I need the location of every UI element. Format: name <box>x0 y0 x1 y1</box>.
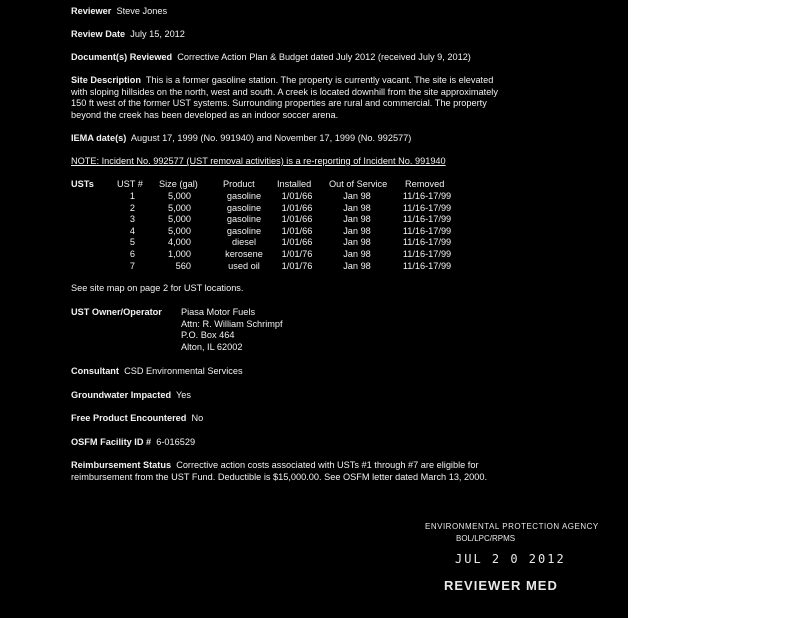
ust-number-cell: 1 <box>129 191 135 201</box>
ust-number-cell: 5 <box>129 237 135 248</box>
free-product-value: No <box>191 413 204 423</box>
reviewer-line <box>71 6 167 18</box>
documents-line <box>71 52 471 64</box>
owner-line: Alton, IL 62002 <box>181 341 243 352</box>
ust-product-cell: gasoline <box>226 225 262 236</box>
reviewer-label: Reviewer <box>71 6 112 16</box>
site-description-line: with sloping hillsides on the north, west and south. A creek is located downhill from the site approximately <box>71 86 498 97</box>
ust-out-of-service-cell: Jan 98 <box>343 237 371 248</box>
ust-size-cell: 5,000 <box>168 214 191 225</box>
ust-removed-cell: 11/16-17/99 <box>402 202 452 213</box>
column-header-out-of-service: Out of Service <box>329 179 388 189</box>
ust-size-cell: 4,000 <box>168 237 191 248</box>
consultant-line <box>71 366 243 378</box>
documents-value: Corrective Action Plan & Budget dated July 2012 (received July 9, 2012) <box>177 52 471 62</box>
reimbursement-line: reimbursement from the UST Fund. Deductible is $15,000.00. See OSFM letter dated March 13, 2000. <box>71 471 488 482</box>
osfm-value: 6-016529 <box>156 437 196 447</box>
ust-number-cell: 4 <box>129 225 135 236</box>
reimbursement-status <box>71 460 561 483</box>
ust-removed-cell: 11/16-17/99 <box>402 225 452 236</box>
site-description-line: beyond the creek has been developed as an indoor soccer arena. <box>71 109 339 120</box>
ust-product-cell: kerosene <box>225 249 263 259</box>
received-stamp-agency: ENVIRONMENTAL PROTECTION AGENCY <box>425 522 599 531</box>
ust-removed-cell: 11/16-17/99 <box>402 260 452 271</box>
ust-removed-cell: 11/16-17/99 <box>402 191 452 201</box>
ust-size-cell: 5,000 <box>168 225 191 236</box>
ust-out-of-service-cell: Jan 98 <box>343 202 371 213</box>
owner-label: UST Owner/Operator <box>71 307 162 317</box>
reviewer-value: Steve Jones <box>116 6 168 16</box>
owner-address <box>181 307 283 353</box>
ust-removed-cell: 11/16-17/99 <box>402 214 452 225</box>
ust-out-of-service-cell: Jan 98 <box>343 214 371 225</box>
received-stamp-date: JUL 2 0 2012 <box>455 552 566 566</box>
ust-removed-cell: 11/16-17/99 <box>402 237 452 248</box>
documents-label: Document(s) Reviewed <box>71 52 173 62</box>
ust-out-of-service-cell: Jan 98 <box>343 225 371 236</box>
ust-product-cell: gasoline <box>226 202 262 213</box>
received-stamp-bureau: BOL/LPC/RPMS <box>456 534 516 543</box>
ust-installed-cell: 1/01/66 <box>281 202 313 213</box>
site-description <box>71 75 561 121</box>
ust-installed-cell: 1/01/66 <box>281 214 313 225</box>
ust-number-cell: 7 <box>129 260 135 271</box>
ust-installed-cell: 1/01/66 <box>281 237 313 248</box>
ust-out-of-service-cell: Jan 98 <box>343 260 371 271</box>
incident-note: NOTE: Incident No. 992577 (UST removal activities) is a re-reporting of Incident No. 991940 <box>71 156 446 166</box>
ust-installed-cell: 1/01/76 <box>281 249 313 259</box>
ust-product-cell: gasoline <box>226 191 262 201</box>
osfm-label: OSFM Facility ID # <box>71 437 152 447</box>
review-date-line <box>71 29 185 41</box>
review-date-value: July 15, 2012 <box>130 29 185 39</box>
column-header-size: Size (gal) <box>159 179 198 189</box>
column-header-installed: Installed <box>277 179 312 189</box>
free-product-label: Free Product Encountered <box>71 413 187 423</box>
ust-product-cell: diesel <box>231 237 256 248</box>
site-description-label: Site Description <box>71 75 141 85</box>
ust-out-of-service-cell: Jan 98 <box>343 191 371 201</box>
iema-value: August 17, 1999 (No. 991940) and November 17, 1999 (No. 992577) <box>130 133 412 143</box>
owner-line: P.O. Box 464 <box>181 330 235 340</box>
column-header-removed: Removed <box>405 179 445 189</box>
osfm-line <box>71 437 195 449</box>
column-header-product: Product <box>223 179 255 189</box>
groundwater-label: Groundwater Impacted <box>71 390 172 400</box>
consultant-label: Consultant <box>71 366 119 376</box>
ust-size-cell: 1,000 <box>168 249 191 259</box>
ust-product-cell: used oil <box>228 260 260 271</box>
ust-installed-cell: 1/01/66 <box>281 191 313 201</box>
site-description-line: 150 ft west of the former UST systems. Surrounding properties are rural and commercial. The property <box>71 98 487 108</box>
reimbursement-line: Corrective action costs associated with USTs #1 through #7 are eligible for <box>176 460 479 470</box>
ust-number-cell: 3 <box>129 214 135 225</box>
ust-number-cell: 2 <box>129 202 135 213</box>
groundwater-line <box>71 390 191 402</box>
ust-removed-cell: 11/16-17/99 <box>402 249 452 259</box>
reviewer-stamp: REVIEWER MED <box>444 578 558 593</box>
owner-line: Piasa Motor Fuels <box>181 307 256 317</box>
site-description-line: This is a former gasoline station. The property is currently vacant. The site is elevated <box>145 75 494 85</box>
ust-installed-cell: 1/01/66 <box>281 225 313 236</box>
iema-line <box>71 133 411 145</box>
ust-table-label: USTs <box>71 179 94 189</box>
groundwater-value: Yes <box>176 390 192 400</box>
ust-number-cell: 6 <box>129 249 135 259</box>
ust-product-cell: gasoline <box>226 214 262 225</box>
ust-size-cell: 560 <box>175 260 191 271</box>
ust-out-of-service-cell: Jan 98 <box>343 249 371 259</box>
review-date-label: Review Date <box>71 29 126 39</box>
site-map-note: See site map on page 2 for UST locations. <box>71 283 244 293</box>
free-product-line <box>71 413 203 425</box>
reimbursement-label: Reimbursement Status <box>71 460 172 470</box>
iema-label: IEMA date(s) <box>71 133 127 143</box>
ust-size-cell: 5,000 <box>168 202 191 213</box>
ust-size-cell: 5,000 <box>168 191 191 201</box>
owner-line: Attn: R. William Schrimpf <box>181 318 283 329</box>
consultant-value: CSD Environmental Services <box>124 366 243 376</box>
column-header-ust: UST # <box>117 179 143 189</box>
ust-installed-cell: 1/01/76 <box>281 260 313 271</box>
